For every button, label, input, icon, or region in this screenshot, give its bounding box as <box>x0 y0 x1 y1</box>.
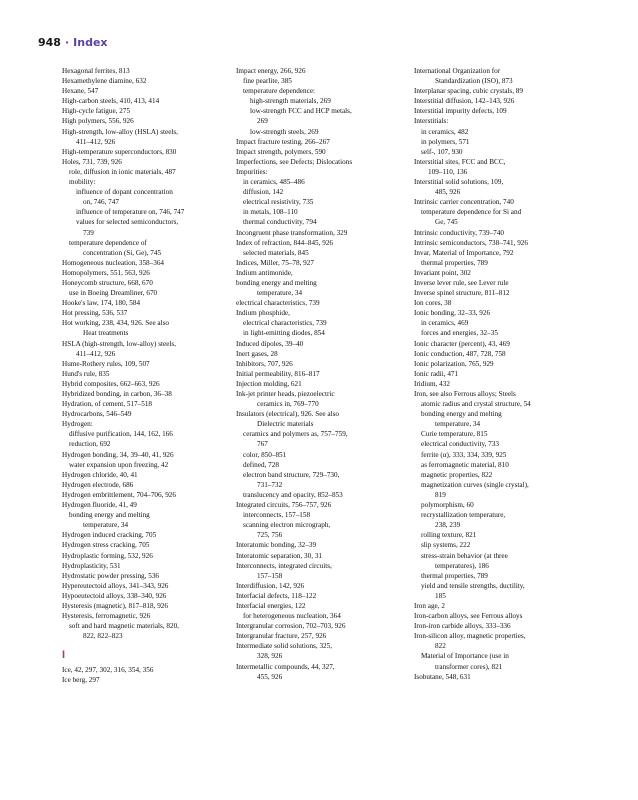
index-entry: Inverse spinel structure, 811–812 <box>414 289 510 298</box>
index-entry: Inert gases, 28 <box>236 349 278 358</box>
index-entry: Hexane, 547 <box>62 87 99 96</box>
index-entry: in ceramics, 469 <box>421 319 469 328</box>
index-entry: Hydrogen induced cracking, 705 <box>62 531 157 540</box>
index-entry: Insulators (electrical), 926. See also <box>236 410 339 419</box>
index-entry: Hexagonal ferrites, 813 <box>62 67 130 75</box>
index-entry: electrical conductivity, 733 <box>421 440 499 449</box>
index-entry: concentration (Si, Ge), 745 <box>83 248 162 257</box>
index-entry: thermal conductivity, 794 <box>243 218 317 227</box>
index-entry: electrical characteristics, 739 <box>236 299 320 308</box>
index-entry: values for selected semiconductors, <box>76 218 179 227</box>
index-entry: Incongruent phase transformation, 329 <box>236 228 348 237</box>
index-entry: yield and tensile strengths, ductility, <box>421 581 525 590</box>
index-entry: Inverse lever rule, see Lever rule <box>414 278 509 287</box>
index-entry: Hot pressing, 536, 537 <box>62 309 128 318</box>
index-entry: Inhibitors, 707, 926 <box>236 359 293 368</box>
index-entry: ceramics and polymers as, 757–759, <box>243 430 348 439</box>
index-entry: defined, 728 <box>243 460 279 469</box>
index-entry: in polymers, 571 <box>421 137 470 146</box>
index-entry: Hydrostatic powder pressing, 536 <box>62 571 160 580</box>
index-entry: Impurities: <box>236 167 268 176</box>
index-entry: Hydroplastic forming, 532, 926 <box>62 551 153 560</box>
index-entry: Indices, Miller, 75–78, 927 <box>236 258 314 267</box>
index-entry: color, 850–851 <box>243 450 287 459</box>
index-entry: Hooke's law, 174, 180, 584 <box>62 299 141 308</box>
index-entry: Hypoeutectoid alloys, 338–340, 926 <box>62 591 167 600</box>
index-entry: high-strength materials, 269 <box>250 97 331 106</box>
index-entry: influence of temperature on, 746, 747 <box>76 208 185 217</box>
index-entry: Indium antimonide, <box>236 268 293 277</box>
index-entry: 455, 926 <box>257 672 283 681</box>
index-entry: recrystallization temperature, <box>421 511 506 520</box>
index-entry: Hydrogen stress cracking, 705 <box>62 541 150 550</box>
index-entry: Interstitial sites, FCC and BCC, <box>414 157 506 166</box>
index-entry: Index of refraction, 844–845, 926 <box>236 238 334 247</box>
index-entry: Ionic conduction, 487, 728, 758 <box>414 349 506 358</box>
index-entry: High-strength, low-alloy (HSLA) steels, <box>62 127 178 136</box>
index-entry: temperature dependence for Si and <box>421 208 522 217</box>
index-entry: electron band structure, 729–730, <box>243 470 340 479</box>
index-entry: Impact energy, 266, 926 <box>236 67 306 75</box>
index-entry: bonding energy and melting <box>69 511 150 520</box>
index-entry: thermal properties, 789 <box>421 258 488 267</box>
index-entry: in light-emitting diodes, 854 <box>243 329 325 338</box>
index-entry: Hybrid composites, 662–663, 926 <box>62 379 160 388</box>
index-entry: ceramics in, 769–770 <box>257 400 319 409</box>
index-entry: rolling texture, 821 <box>421 531 477 540</box>
index-entry: High-carbon steels, 410, 413, 414 <box>62 97 160 106</box>
index-entry: forces and energies, 32–35 <box>421 329 498 338</box>
index-entry: Intrinsic carrier concentration, 740 <box>414 198 514 207</box>
index-entry: Interstitials: <box>414 117 449 126</box>
index-entry: Homopolymers, 551, 563, 926 <box>62 268 150 277</box>
index-entry: Iron, see also Ferrous alloys; Steels <box>414 390 516 398</box>
index-entry: Hybridized bonding, in carbon, 36–38 <box>62 390 172 398</box>
index-entry: Impact fracture testing, 266–267 <box>236 137 330 146</box>
index-entry: bonding energy and melting <box>236 278 317 287</box>
index-entry: role, diffusion in ionic materials, 487 <box>69 167 176 176</box>
index-entry: 485, 926 <box>435 188 461 197</box>
index-entry: temperatures), 186 <box>435 561 489 570</box>
index-entry: Ionic character (percent), 43, 469 <box>414 339 510 348</box>
index-entry: Ge, 745 <box>435 218 458 227</box>
index-entry: Hydrogen: <box>62 420 93 429</box>
index-entry: fine pearlite, 385 <box>243 77 292 86</box>
index-entry: Hydrogen embrittlement, 704–706, 926 <box>62 490 176 499</box>
index-entry: on, 746, 747 <box>83 198 119 207</box>
index-entry: 767 <box>257 440 268 449</box>
index-entry: Intermetallic compounds, 44, 327, <box>236 662 335 671</box>
index-entry: Imperfections, see Defects; Dislocations <box>236 157 353 166</box>
index-entry: Iron-silicon alloy, magnetic properties, <box>414 632 526 641</box>
index-entry: Standardization (ISO), 873 <box>435 77 513 86</box>
index-entry: low-strength FCC and HCP metals, <box>250 107 352 116</box>
index-entry: interconnects, 157–158 <box>243 511 311 520</box>
index-entry: use in Boeing Dreamliner, 670 <box>69 289 158 298</box>
page-header <box>38 36 108 49</box>
index-entry: Hysteresis (magnetic), 817–818, 926 <box>62 601 168 610</box>
index-entry: Interfacial defects, 118–122 <box>236 591 317 600</box>
index-entry: 157–158 <box>257 571 283 580</box>
index-entry: 822, 822–823 <box>83 632 123 641</box>
index-entry: Hume-Rothery rules, 109, 507 <box>62 359 150 368</box>
index-entry: Hydrogen bonding, 34, 39–40, 41, 926 <box>62 450 174 459</box>
index-entry: High polymers, 556, 926 <box>62 117 134 126</box>
index-entry: Interstitial diffusion, 142–143, 926 <box>414 97 515 106</box>
index-entry: 109–110, 136 <box>428 167 468 176</box>
index-entry: Iron age, 2 <box>414 601 445 610</box>
index-entry: reduction, 692 <box>69 440 111 449</box>
index-entry: Honeycomb structure, 668, 670 <box>62 278 153 287</box>
index-entry: Hydrogen fluoride, 41, 49 <box>62 501 137 510</box>
index-entry: Hexamethylene diamine, 632 <box>62 77 147 86</box>
index-entry: 269 <box>257 117 268 126</box>
index-entry: 328, 926 <box>257 652 283 661</box>
index-entry: International Organization for <box>414 67 501 75</box>
index-entry: ferrite (α), 333, 334, 339, 925 <box>421 450 507 459</box>
index-entry: Interstitial solid solutions, 109, <box>414 178 504 187</box>
index-entry: influence of dopant concentration <box>76 188 173 197</box>
index-entry: magnetic properties, 822 <box>421 470 493 479</box>
index-entry: Induced dipoles, 39–40 <box>236 339 304 348</box>
index-entry: 739 <box>83 228 94 237</box>
index-entry: Invariant point, 302 <box>414 268 471 277</box>
index-entry: Intrinsic conductivity, 739–740 <box>414 228 504 237</box>
index-entry: Intergranular corrosion, 702–703, 926 <box>236 622 346 631</box>
index-entry: mobility: <box>69 178 96 187</box>
index-entry: Interdiffusion, 142, 926 <box>236 581 305 590</box>
index-column-2 <box>236 66 408 682</box>
index-entry: Interatomic separation, 30, 31 <box>236 551 323 560</box>
index-column-3 <box>414 66 589 682</box>
index-entry: temperature, 34 <box>257 289 303 298</box>
index-entry: HSLA (high-strength, low-alloy) steels, <box>62 339 176 348</box>
index-entry: Material of Importance (use in <box>421 652 509 661</box>
index-entry: magnetization curves (single crystal), <box>421 480 529 489</box>
index-entry: Ice, 42, 297, 302, 316, 354, 356 <box>62 666 154 675</box>
index-entry: low-strength steels, 269 <box>250 127 319 136</box>
index-entry: Intergranular fracture, 257, 926 <box>236 632 327 641</box>
index-entry: Invar, Material of Importance, 792 <box>414 248 514 257</box>
index-entry: Ionic polarization, 765, 929 <box>414 359 494 368</box>
section-title: Index <box>73 36 108 49</box>
index-entry: Interfacial energies, 122 <box>236 601 306 610</box>
index-entry: in ceramics, 482 <box>421 127 469 136</box>
index-entry: in ceramics, 485–486 <box>243 178 305 187</box>
index-entry: Iron-carbon alloys, see Ferrous alloys <box>414 612 523 621</box>
section-letter: I <box>62 649 66 662</box>
index-entry: Hysteresis, ferromagnetic, 926 <box>62 612 151 621</box>
index-entry: 725, 756 <box>257 531 283 540</box>
index-entry: High-cycle fatigue, 275 <box>62 107 131 116</box>
index-entry: transformer cores), 821 <box>435 662 503 671</box>
index-entry: Hot working, 238, 434, 926. See also <box>62 319 170 328</box>
index-entry: Interatomic bonding, 32–39 <box>236 541 317 550</box>
index-entry: Holes, 731, 739, 926 <box>62 157 122 166</box>
index-entry: diffusion, 142 <box>243 188 284 197</box>
index-entry: slip systems, 222 <box>421 541 471 550</box>
index-entry: Hydrogen electrode, 686 <box>62 480 134 489</box>
index-entry: Intrinsic semiconductors, 738–741, 926 <box>414 238 528 247</box>
index-entry: self-, 107, 930 <box>421 147 463 156</box>
index-entry: Ionic bonding, 32–33, 926 <box>414 309 491 318</box>
index-entry: Heat treatments <box>83 329 129 338</box>
index-entry: Hydrogen chloride, 40, 41 <box>62 470 138 479</box>
index-entry: 822 <box>435 642 446 651</box>
index-entry: Iridium, 432 <box>414 379 450 388</box>
index-entry: temperature, 34 <box>435 420 481 429</box>
index-entry: Hydroplasticity, 531 <box>62 561 121 570</box>
index-column-1 <box>62 66 230 686</box>
index-entry: as ferromagnetic material, 810 <box>421 460 509 469</box>
index-entry: soft and hard magnetic materials, 820, <box>69 622 179 631</box>
index-entry: Homogeneous nucleation, 358–364 <box>62 258 165 267</box>
index-entry: thermal properties, 789 <box>421 571 488 580</box>
index-entry: Hypereutectoid alloys, 341–343, 926 <box>62 581 169 590</box>
index-entry: 185 <box>435 591 446 600</box>
index-entry: Ink-jet printer heads, piezoelectric <box>236 390 335 398</box>
index-entry: Dielectric materials <box>257 420 314 429</box>
page-number: 948 <box>38 36 61 49</box>
index-entry: temperature dependence of <box>69 238 147 247</box>
index-entry: electrical characteristics, 739 <box>243 319 327 328</box>
index-entry: translucency and opacity, 852–853 <box>243 490 343 499</box>
index-entry: Hund's rule, 835 <box>62 369 110 378</box>
index-entry: scanning electron micrograph, <box>243 521 331 530</box>
index-entry: temperature dependence: <box>243 87 316 96</box>
index-entry: 411–412, 926 <box>76 349 116 358</box>
index-entry: Ion cores, 38 <box>414 299 452 308</box>
index-entry: High-temperature superconductors, 830 <box>62 147 177 156</box>
index-entry: Interstitial impurity defects, 109 <box>414 107 507 116</box>
index-entry: Isobutane, 548, 631 <box>414 672 471 681</box>
index-entry: Indium phosphide, <box>236 309 290 318</box>
index-entry: for heterogeneous nucleation, 364 <box>243 612 341 621</box>
index-entry: 238, 239 <box>435 521 461 530</box>
index-entry: atomic radius and crystal structure, 54 <box>421 400 531 409</box>
index-entry: 819 <box>435 490 446 499</box>
index-entry: Ice berg, 297 <box>62 676 100 685</box>
index-entry: Hydration, of cement, 517–518 <box>62 400 153 409</box>
index-entry: selected materials, 845 <box>243 248 309 257</box>
index-entry: 731–732 <box>257 480 283 489</box>
index-entry: Curie temperature, 815 <box>421 430 488 439</box>
index-entry: Interconnects, integrated circuits, <box>236 561 332 570</box>
index-entry: electrical resistivity, 735 <box>243 198 314 207</box>
index-entry: Injection molding, 621 <box>236 379 302 388</box>
index-entry: polymorphism, 60 <box>421 501 474 510</box>
index-entry: Hydrocarbons, 546–549 <box>62 410 132 419</box>
index-entry: temperature, 34 <box>83 521 129 530</box>
index-entry: Integrated circuits, 756–757, 926 <box>236 501 332 510</box>
index-entry: 411–412, 926 <box>76 137 116 146</box>
index-entry: stress-strain behavior (at three <box>421 551 508 560</box>
index-entry: Ionic radii, 471 <box>414 369 459 378</box>
index-entry: Initial permeability, 816–817 <box>236 369 320 378</box>
index-entry: Impact strength, polymers, 590 <box>236 147 326 156</box>
header-separator: · <box>64 36 70 49</box>
index-entry: diffusive purification, 144, 162, 166 <box>69 430 173 439</box>
index-entry: Intermediate solid solutions, 325, <box>236 642 333 651</box>
index-entry: Interplanar spacing, cubic crystals, 89 <box>414 87 523 96</box>
index-entry: in metals, 108–110 <box>243 208 298 217</box>
index-entry: water expansion upon freezing, 42 <box>69 460 169 469</box>
index-entry: Iron-iron carbide alloys, 333–336 <box>414 622 511 631</box>
index-entry: bonding energy and melting <box>421 410 502 419</box>
